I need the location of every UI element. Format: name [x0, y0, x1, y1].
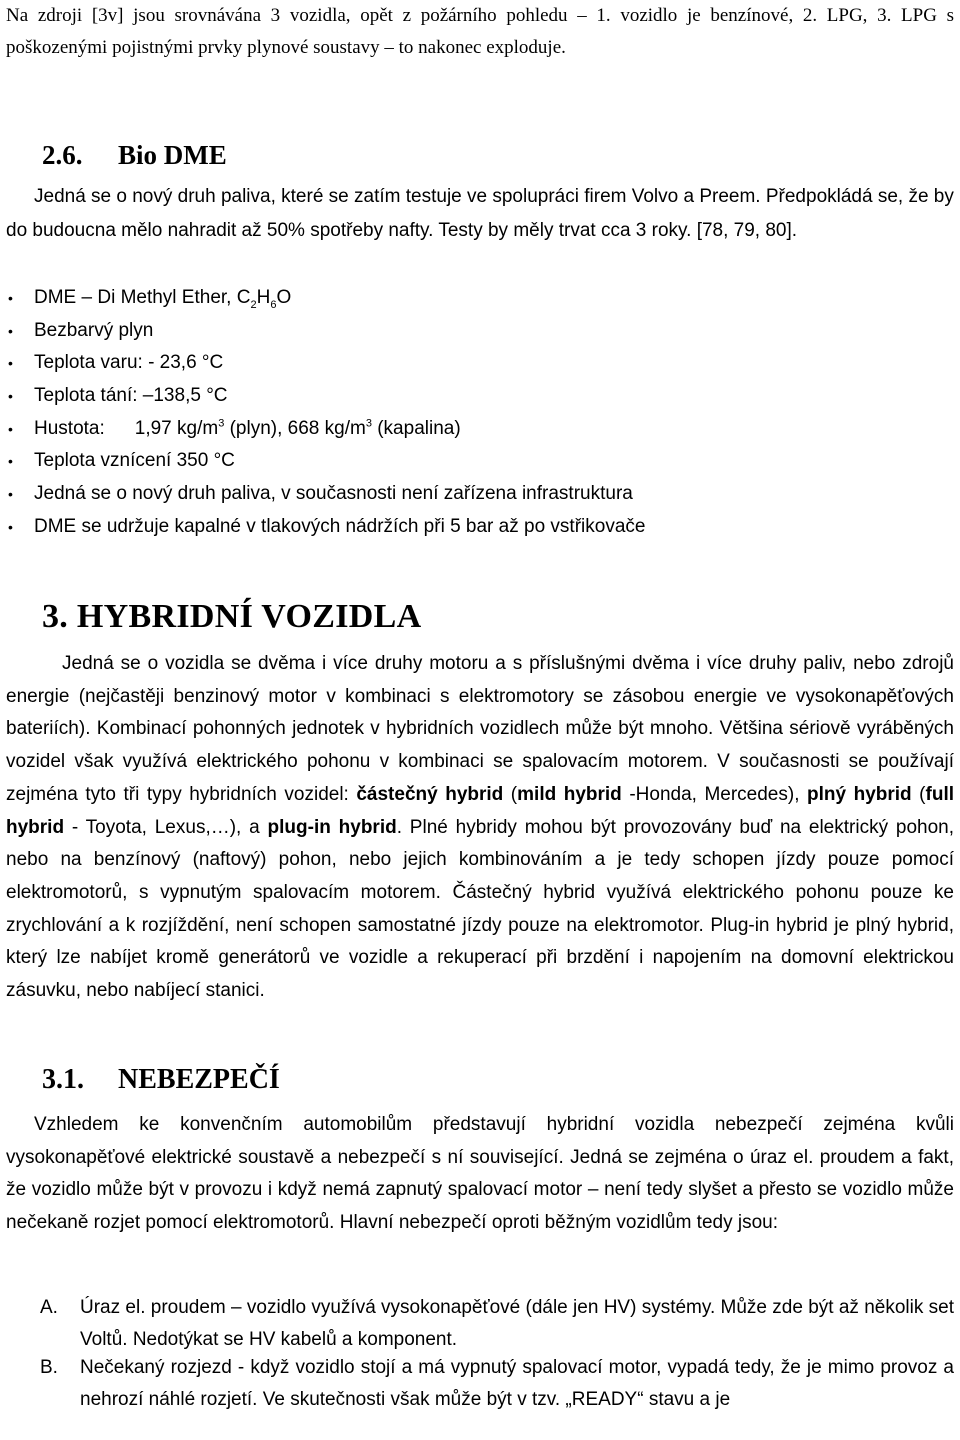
list-item: B. Nečekaný rozjezd - když vozidlo stojí a má vypnutý spalovací motor, vypadá tedy, že je mimo provoz a nehrozí náhlé rozjetí. Ve skutečnosti však může být v tzv. „READY“ stavu a je — [40, 1352, 954, 1416]
list-item: • Teplota tání: –138,5 °C — [8, 380, 645, 413]
bullet-icon: • — [8, 322, 13, 339]
bullet-icon: • — [8, 518, 13, 535]
danger-paragraph: Vzhledem ke konvenčním automobilům představují hybridní vozidla nebezpečí zejména kvůli vysokonapěťové elektrické soustavě a nebezpečí s ní související. Jedná se zejména o úraz el. proudem a fakt, že vozidlo může být v provozu i když nemá zapnutý spalovací motor – není tedy slyšet a přesto se vozidlo může nečekaně rozjet pomocí elektromotorů. Hlavní nebezpečí oproti běžným vozidlům tedy jsou: — [6, 1114, 954, 1234]
bio-dme-paragraph: Jedná se o nový druh paliva, které se zatím testuje ve spolupráci firem Volvo a Preem. Předpokládá se, že by do budoucna mělo nahradit až 50% spotřeby nafty. Testy by měly trvat cca 3 roky. [78, 79, 80]. — [6, 186, 954, 241]
intro-paragraph: Na zdroji [3v] jsou srovnávána 3 vozidla, opět z požárního pohledu – 1. vozidlo je benzínové, 2. LPG, 3. LPG s poškozenými pojistnými prvky plynové soustavy – to nakonec exploduje. — [6, 5, 954, 58]
list-item: • Bezbarvý plyn — [8, 315, 645, 348]
list-marker: B. — [40, 1357, 58, 1378]
section-title: Bio DME — [118, 140, 227, 170]
section-heading-hybrid — [42, 598, 421, 636]
section-number: 3.1. — [42, 1064, 84, 1095]
bullet-icon: • — [8, 453, 13, 470]
section-title: NEBEZPEČÍ — [118, 1064, 280, 1095]
bullet-icon: • — [8, 486, 13, 503]
section-title: HYBRIDNÍ VOZIDLA — [76, 598, 422, 635]
list-marker: A. — [40, 1297, 58, 1318]
section-heading-danger — [42, 1064, 280, 1096]
list-item: • Teplota varu: - 23,6 °C — [8, 347, 645, 380]
section-number: 2.6. — [42, 140, 83, 170]
bullet-icon: • — [8, 420, 13, 437]
bullet-icon: • — [8, 388, 13, 405]
list-item: • DME – Di Methyl Ether, $C_2H_6O$ — [8, 282, 645, 315]
bullet-icon: • — [8, 290, 13, 306]
bullet-icon: • — [8, 355, 13, 372]
list-item: A. Úraz el. proudem – vozidlo využívá vysokonapěťové (dále jen HV) systémy. Může zde být až několik set Voltů. Nedotýkat se HV kabelů a komponent. — [40, 1292, 954, 1356]
list-item: • DME se udržuje kapalné v tlakových nádržích při 5 bar až po vstřikovače — [8, 511, 645, 544]
dme-properties-list — [8, 282, 645, 544]
list-item: • Hustota: 1,97 $kg/m^3$ (plyn), 668 $kg/m^3$ (kapalina) — [8, 413, 645, 446]
danger-list-a — [40, 1292, 954, 1356]
list-item: • Teplota vznícení 350 °C — [8, 445, 645, 478]
hybrid-paragraph: Jedná se o vozidla se dvěma i více druhy motoru a s příslušnými dvěma i více druhy paliv, nebo zdrojů energie (nejčastěji benzinový motor v kombinaci s elektromotory se zásobou energie ve vysokonapěťových bateriích). Kombinací pohonných jednotek v hybridních vozidlech může být mnoho. Většina sériově vyráběných vozidel však využívá elektrického pohonu v kombinaci se spalovacím motorem. V současnosti se používají zejména tyto tři typy hybridních vozidel: částečný hybrid (mild hybrid -Honda, Mercedes), plný hybrid (full hybrid - Toyota, Lexus,…), a plug-in hybrid. Plné hybridy mohou být provozovány buď na elektrický pohon, nebo na benzínový (naftový) pohon, nebo jejich kombinováním a je tedy schopen jízdy pouze pomocí elektromotorů, s vypnutým spalovacím motorem. Částečný hybrid využívá elektrického pohonu pouze ke zrychlování a k rozjíždění, není schopen samostatné jízdy pouze na elektromotor. Plug-in hybrid je plný hybrid, který lze nabíjet kromě generátorů ve vozidle a rekuperací při brzdění i napojením na domovní elektrickou zásuvku, nebo nabíjecí stanici. — [6, 653, 955, 1002]
section-number: 3. — [42, 598, 69, 635]
section-heading-bio-dme — [42, 140, 227, 171]
danger-list-b — [40, 1352, 954, 1416]
list-item: • Jedná se o nový druh paliva, v současnosti není zařízena infrastruktura — [8, 478, 645, 511]
